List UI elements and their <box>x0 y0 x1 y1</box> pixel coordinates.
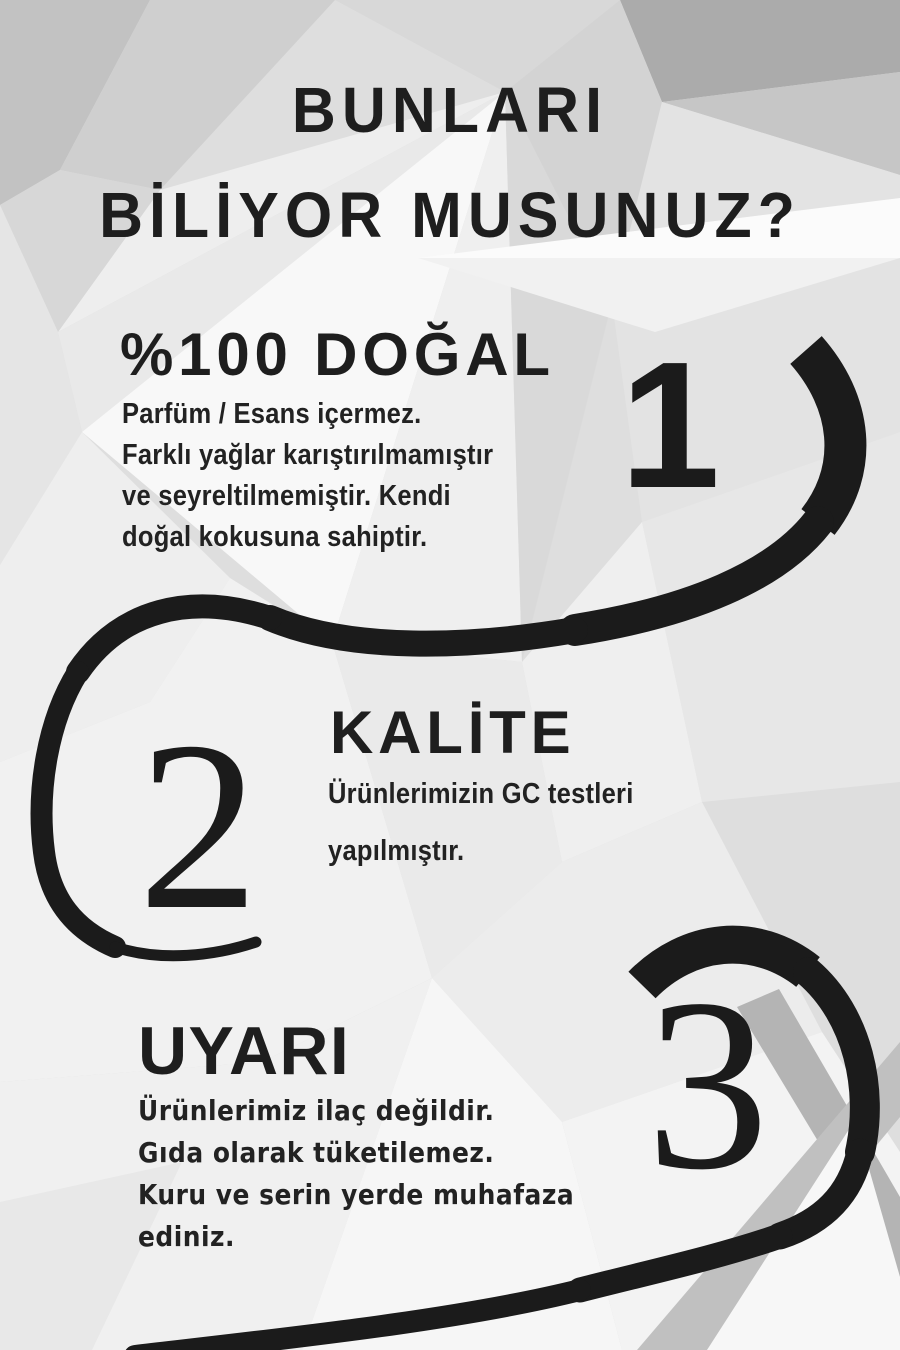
section-number-2: 2 <box>138 692 259 960</box>
body-line: ve seyreltilmemiştir. Kendi <box>122 480 451 512</box>
body-line: Farklı yağlar karıştırılmamıştır <box>122 439 494 471</box>
section-2-heading: KALİTE <box>330 699 576 766</box>
section-3-heading: UYARI <box>138 1013 351 1089</box>
section-3-body <box>138 1090 574 1258</box>
section-number-1: 1 <box>620 325 721 526</box>
body-line: Gıda olarak tüketilemez. <box>138 1136 495 1169</box>
body-line: ediniz. <box>138 1220 236 1253</box>
body-line: doğal kokusuna sahiptir. <box>122 521 428 553</box>
section-2-body <box>328 766 634 880</box>
section-1-heading: %100 DOĞAL <box>120 321 555 388</box>
section-1-body <box>122 394 493 558</box>
body-line: Parfüm / Esans içermez. <box>122 398 422 430</box>
section-number-3: 3 <box>646 949 769 1221</box>
page-title <box>23 58 878 268</box>
body-line: yapılmıştır. <box>328 835 465 867</box>
body-line: Ürünlerimizin GC testleri <box>328 778 634 810</box>
body-line: Ürünlerimiz ilaç değildir. <box>138 1094 495 1127</box>
page-title-line-1: BUNLARI <box>291 74 609 146</box>
page-title-line-2: BİLİYOR MUSUNUZ? <box>99 179 801 251</box>
body-line: Kuru ve serin yerde muhafaza <box>138 1178 575 1211</box>
